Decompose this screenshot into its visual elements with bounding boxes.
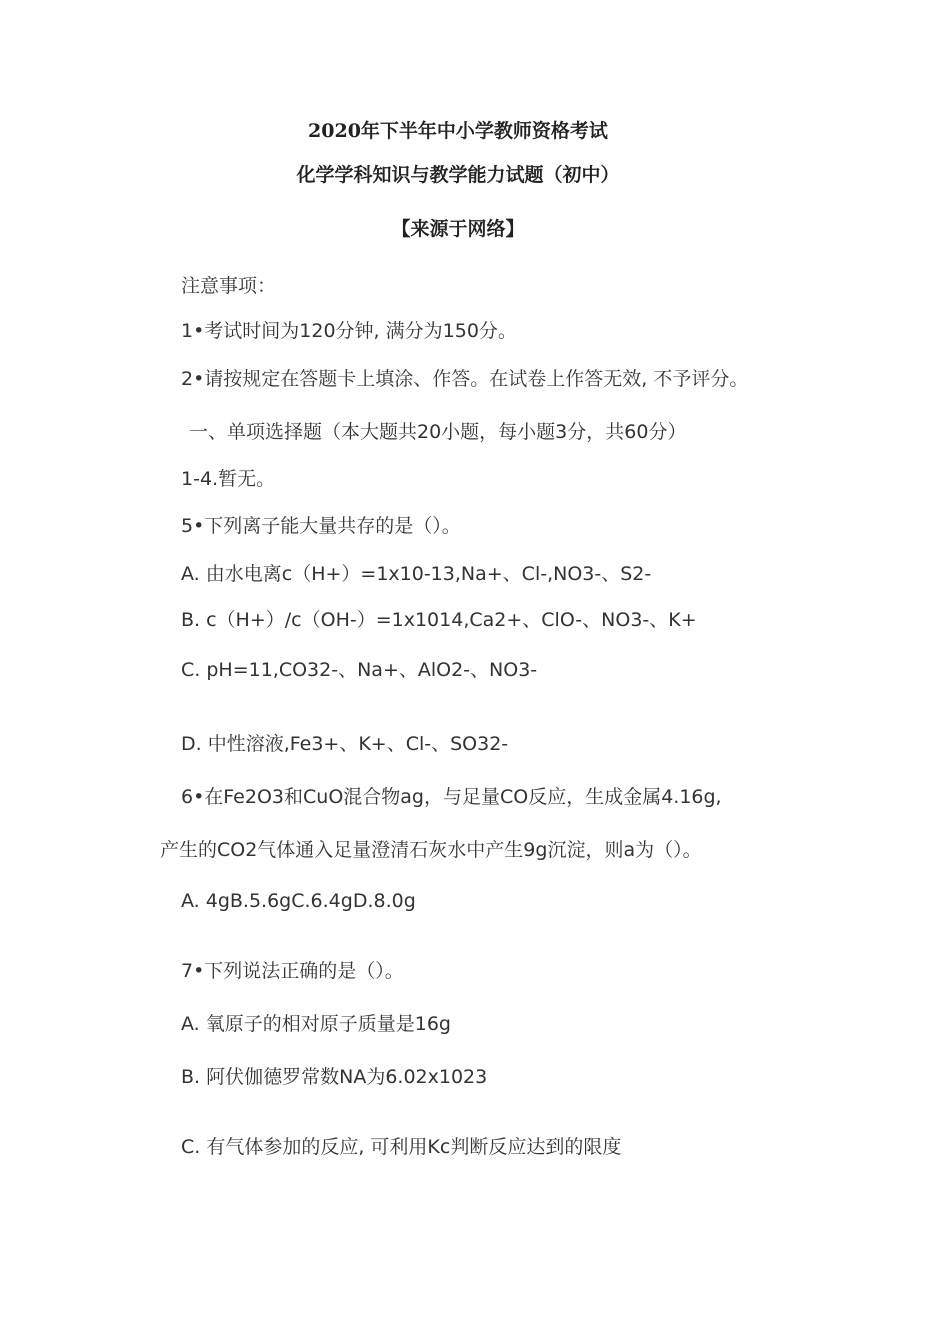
section-heading: 一、单项选择题（本大题共20小题，每小题3分，共60分） (189, 421, 687, 443)
question-5-option-d: D. 中性溶液,Fe3+、K+、Cl-、SO32- (181, 733, 509, 755)
exam-title: 2020年下半年中小学教师资格考试 (308, 120, 608, 142)
notice-heading: 注意事项： (181, 275, 277, 297)
question-7-option-b: B. 阿伏伽德罗常数NA为6.02x1023 (181, 1066, 488, 1088)
question-6-stem-line1: 6•在Fe2O3和CuO混合物ag，与足量CO反应，生成金属4.16g, (181, 786, 722, 808)
question-7-option-a: A. 氧原子的相对原子质量是16g (181, 1013, 451, 1035)
question-6-stem-line2: 产生的CO2气体通入足量澄清石灰水中产生9g沉淀，则a为（）。 (160, 839, 702, 861)
notice-item-1: 1•考试时间为120分钟, 满分为150分。 (181, 320, 517, 342)
question-5-option-c: C. pH=11,CO32-、Na+、AlO2-、NO3- (181, 659, 538, 681)
notice-item-2: 2•请按规定在答题卡上填涂、作答。在试卷上作答无效, 不予评分。 (181, 368, 749, 390)
question-7-option-c: C. 有气体参加的反应, 可利用Kc判断反应达到的限度 (181, 1136, 622, 1158)
question-6-options: A. 4gB.5.6gC.6.4gD.8.0g (181, 890, 416, 912)
question-5-stem: 5•下列离子能大量共存的是（）。 (181, 515, 461, 537)
exam-subtitle: 化学学科知识与教学能力试题（初中） (296, 164, 620, 186)
source-note: 【来源于网络】 (391, 218, 525, 240)
question-5-option-a: A. 由水电离c（H+）=1x10-13,Na+、Cl-,NO3-、S2- (181, 563, 652, 585)
question-7-stem: 7•下列说法正确的是（）。 (181, 960, 404, 982)
placeholder-note: 1-4.暂无。 (181, 468, 276, 490)
question-5-option-b: B. c（H+）/c（OH-）=1x1014,Ca2+、ClO-、NO3-、K+ (181, 609, 697, 631)
